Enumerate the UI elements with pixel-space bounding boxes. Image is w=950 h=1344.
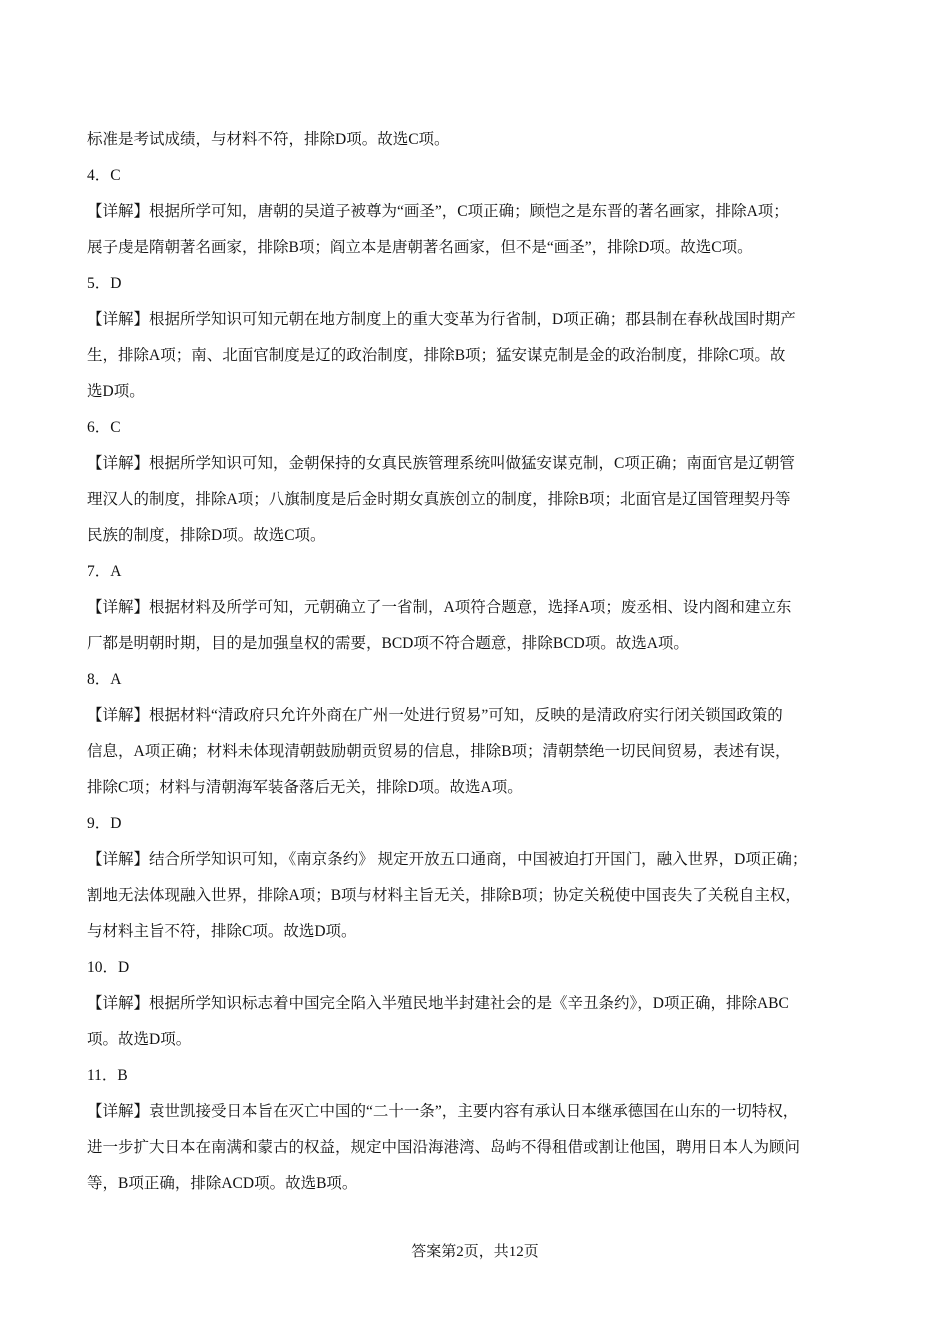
text-line: 厂都是明朝时期，目的是加强皇权的需要，BCD项不符合题意，排除BCD项。故选A项。 bbox=[87, 635, 689, 652]
answer-number: 8．A bbox=[87, 671, 122, 688]
text-line: 【详解】根据所学可知，唐朝的吴道子被尊为“画圣”，C项正确；顾恺之是东晋的著名画家，排除A项； bbox=[87, 203, 789, 220]
text-line: 【详解】根据所学知识标志着中国完全陷入半殖民地半封建社会的是《辛丑条约》，D项正确，排除ABC bbox=[87, 995, 789, 1012]
answer-number: 5．D bbox=[87, 275, 122, 292]
text-line: 【详解】根据材料“清政府只允许外商在广州一处进行贸易”可知，反映的是清政府实行闭关锁国政策的 bbox=[87, 707, 783, 724]
answer-number: 6．C bbox=[87, 419, 121, 436]
text-line: 与材料主旨不符，排除C项。故选D项。 bbox=[87, 923, 357, 940]
text-line: 排除C项；材料与清朝海军装备落后无关，排除D项。故选A项。 bbox=[87, 779, 523, 796]
text-line: 展子虔是隋朝著名画家，排除B项；阎立本是唐朝著名画家，但不是“画圣”，排除D项。故选C项。 bbox=[87, 239, 753, 256]
answer-number: 4．C bbox=[87, 167, 121, 184]
answer-content bbox=[87, 122, 872, 1202]
text-line: 【详解】根据所学知识可知元朝在地方制度上的重大变革为行省制，D项正确；郡县制在春秋战国时期产 bbox=[87, 311, 796, 328]
text-line: 民族的制度，排除D项。故选C项。 bbox=[87, 527, 326, 544]
answer-number: 11．B bbox=[87, 1067, 128, 1084]
text-line: 进一步扩大日本在南满和蒙古的权益，规定中国沿海港湾、岛屿不得租借或割让他国，聘用日本人为顾问 bbox=[87, 1139, 801, 1156]
answer-number: 10．D bbox=[87, 959, 130, 976]
answer-number: 7．A bbox=[87, 563, 122, 580]
text-line: 选D项。 bbox=[87, 383, 145, 400]
answer-number: 9．D bbox=[87, 815, 122, 832]
text-line: 项。故选D项。 bbox=[87, 1031, 192, 1048]
text-line: 【详解】结合所学知识可知，《南京条约》 规定开放五口通商，中国被迫打开国门，融入世界，D项正确； bbox=[87, 851, 808, 868]
text-line: 信息，A项正确；材料未体现清朝鼓励朝贡贸易的信息，排除B项；清朝禁绝一切民间贸易，表述有误， bbox=[87, 743, 791, 760]
text-line: 生，排除A项；南、北面官制度是辽的政治制度，排除B项；猛安谋克制是金的政治制度，排除C项。故 bbox=[87, 347, 786, 364]
text-line: 等，B项正确，排除ACD项。故选B项。 bbox=[87, 1175, 358, 1192]
text-line: 【详解】根据材料及所学可知，元朝确立了一省制，A项符合题意，选择A项；废丞相、设内阁和建立东 bbox=[87, 599, 792, 616]
text-line: 【详解】根据所学知识可知，金朝保持的女真民族管理系统叫做猛安谋克制，C项正确；南面官是辽朝管 bbox=[87, 455, 795, 472]
text-line: 【详解】袁世凯接受日本旨在灭亡中国的“二十一条”，主要内容有承认日本继承德国在山东的一切特权， bbox=[87, 1103, 799, 1120]
text-line: 割地无法体现融入世界，排除A项；B项与材料主旨无关，排除B项；协定关税使中国丧失了关税自主权， bbox=[87, 887, 801, 904]
text-line: 标准是考试成绩，与材料不符，排除D项。故选C项。 bbox=[87, 131, 450, 148]
page-footer: 答案第2页，共12页 bbox=[411, 1244, 539, 1260]
text-line: 理汉人的制度，排除A项；八旗制度是后金时期女真族创立的制度，排除B项；北面官是辽国管理契丹等 bbox=[87, 491, 791, 508]
